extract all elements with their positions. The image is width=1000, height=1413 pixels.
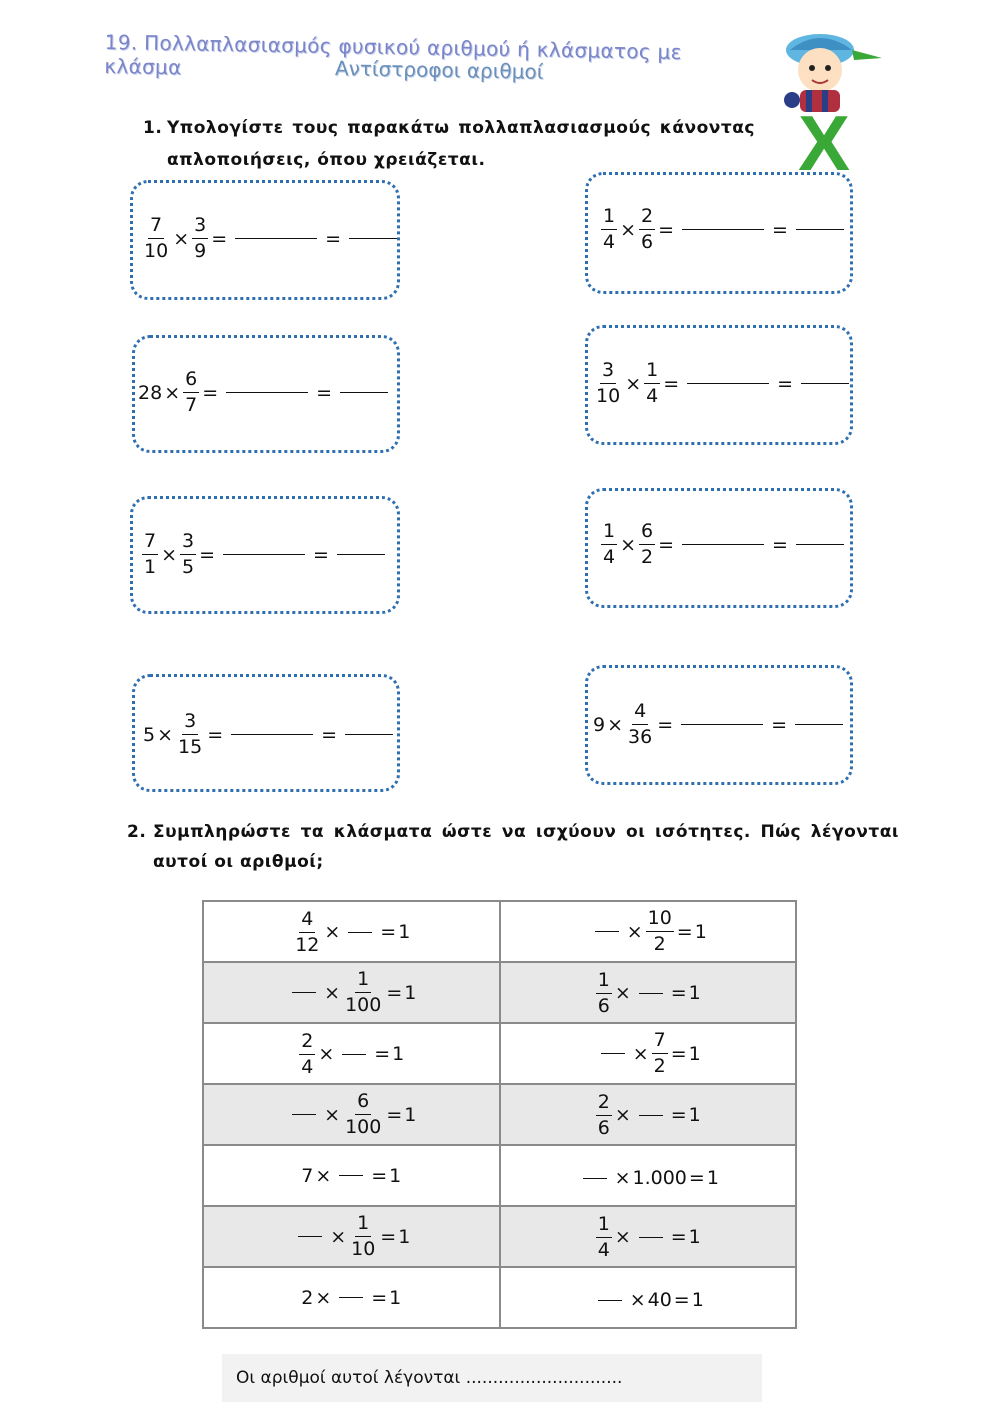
equals-sign: =: [380, 921, 397, 943]
answer-blank[interactable]: [235, 238, 317, 239]
table-cell: [500, 1267, 797, 1328]
answer-blank[interactable]: [337, 554, 385, 555]
table-cell: [500, 901, 797, 962]
exercise-expression: $\frac{1}{4}$ × $\frac{2}{6}$ = =: [600, 206, 850, 253]
table-cell: [203, 1084, 500, 1145]
exercise-expression: $\frac{7}{1}$ × $\frac{3}{5}$ = =: [141, 531, 391, 578]
answer-blank[interactable]: [639, 993, 663, 994]
exercise2-line2: αυτοί οι αριθμοί;: [153, 852, 324, 872]
table-cell: [500, 1145, 797, 1206]
boy-with-cap-icon: [770, 28, 885, 173]
page-title: 19. Πολλαπλασιασμός φυσικού αριθμού ή κλάσματος με κλάσμα: [104, 30, 682, 80]
exercise-expression: 5 × $\frac{3}{15}$ = =: [143, 711, 399, 758]
equals-sign: =: [673, 1289, 690, 1312]
answer-blank[interactable]: [583, 1178, 607, 1179]
equals-sign: =: [371, 1286, 388, 1309]
exercise-expression: $\frac{1}{4}$ × $\frac{6}{2}$ = =: [600, 521, 850, 568]
result-one: 1: [706, 1167, 719, 1190]
answer-blank[interactable]: [639, 1115, 663, 1116]
exercise1-line1: Υπολογίστε τους παρακάτω πολλαπλασιασμούς κάνοντας: [167, 118, 755, 138]
table-row: [203, 1267, 796, 1328]
times-sign: ×: [614, 982, 631, 1004]
answer-blank[interactable]: [601, 1053, 625, 1054]
table-cell: [203, 1145, 500, 1206]
result-one: 1: [688, 982, 701, 1004]
answer-blank[interactable]: [292, 992, 316, 993]
times-sign: ×: [324, 981, 341, 1004]
table-cell: [500, 1023, 797, 1084]
answer-blank[interactable]: [223, 554, 305, 555]
given-fraction: $\frac{1}{4}$: [597, 1212, 610, 1261]
times-sign: ×: [614, 1104, 631, 1126]
times-sign: ×: [614, 1167, 631, 1190]
times-sign: ×: [315, 1164, 332, 1187]
equals-sign: =: [670, 1226, 687, 1248]
given-fraction: $\frac{1}{6}$: [597, 968, 610, 1017]
given-fraction: $\frac{4}{12}$: [295, 907, 320, 956]
given-number: 7: [301, 1164, 314, 1187]
given-number: 2: [301, 1286, 314, 1309]
times-sign: ×: [632, 1042, 649, 1065]
times-sign: ×: [330, 1225, 347, 1248]
exercise1-prompt: [143, 112, 755, 176]
given-fraction: $\frac{1}{10}$: [351, 1212, 376, 1260]
answer-blank[interactable]: [349, 238, 397, 239]
equals-sign: =: [386, 981, 403, 1004]
given-fraction: $\frac{7}{2}$: [653, 1029, 666, 1077]
answer-blank[interactable]: [339, 1175, 363, 1176]
exercise2-prompt: [127, 817, 899, 877]
given-fraction: $\frac{2}{4}$: [301, 1029, 314, 1078]
result-one: 1: [404, 1103, 417, 1126]
table-cell: [500, 962, 797, 1023]
table-cell: [203, 901, 500, 962]
answer-blank[interactable]: [682, 229, 764, 230]
result-one: 1: [694, 920, 707, 943]
answer-blank[interactable]: [595, 931, 619, 932]
answer-footer: Οι αριθμοί αυτοί λέγονται .............................: [222, 1354, 762, 1402]
answer-blank[interactable]: [598, 1300, 622, 1301]
result-one: 1: [691, 1289, 704, 1312]
result-one: 1: [688, 1042, 701, 1065]
equals-sign: =: [676, 920, 693, 943]
answer-blank[interactable]: [340, 392, 388, 393]
result-one: 1: [389, 1164, 402, 1187]
answer-blank[interactable]: [796, 544, 844, 545]
equals-sign: =: [670, 1042, 687, 1065]
times-sign: ×: [315, 1286, 332, 1309]
answer-blank[interactable]: [348, 932, 372, 933]
answer-blank[interactable]: [342, 1054, 366, 1055]
answer-blank[interactable]: [681, 724, 763, 725]
mascot-letter: X: [798, 99, 851, 173]
result-one: 1: [398, 921, 411, 943]
times-sign: ×: [626, 920, 643, 943]
exercise2-number: 2.: [127, 822, 147, 842]
answer-blank[interactable]: [801, 383, 849, 384]
exercise-expression: $\frac{7}{10}$ × $\frac{3}{9}$ = =: [141, 215, 403, 262]
result-one: 1: [398, 1225, 411, 1248]
times-sign: ×: [614, 1226, 631, 1248]
answer-blank[interactable]: [687, 383, 769, 384]
result-one: 1: [392, 1043, 405, 1065]
given-fraction: $\frac{10}{2}$: [647, 907, 672, 955]
exercise1-number: 1.: [143, 118, 163, 138]
exercise-expression: 28 × $\frac{6}{7}$ = =: [138, 369, 394, 416]
given-number: 40: [647, 1289, 672, 1312]
answer-blank[interactable]: [292, 1114, 316, 1115]
page-subtitle: Αντίστροφοι αριθμοί: [334, 56, 544, 84]
result-one: 1: [404, 981, 417, 1004]
table-row: [203, 901, 796, 962]
given-number: 1.000: [632, 1167, 687, 1190]
result-one: 1: [688, 1104, 701, 1126]
given-fraction: $\frac{1}{100}$: [345, 968, 382, 1016]
exercise-expression: 9 × $\frac{4}{36}$ = =: [593, 701, 849, 748]
equals-sign: =: [670, 1104, 687, 1126]
table-row: [203, 962, 796, 1023]
answer-blank[interactable]: [339, 1297, 363, 1298]
answer-blank[interactable]: [795, 724, 843, 725]
exercise2-line1: Συμπληρώστε τα κλάσματα ώστε να ισχύουν οι ισότητες. Πώς λέγονται: [153, 822, 899, 842]
answer-blank[interactable]: [639, 1237, 663, 1238]
times-sign: ×: [629, 1289, 646, 1312]
equals-sign: =: [670, 982, 687, 1004]
times-sign: ×: [324, 1103, 341, 1126]
answer-blank[interactable]: [345, 734, 393, 735]
given-fraction: $\frac{2}{6}$: [597, 1090, 610, 1139]
table-row: [203, 1084, 796, 1145]
equals-sign: =: [688, 1167, 705, 1190]
exercise-expression: $\frac{3}{10}$ × $\frac{1}{4}$ = =: [593, 360, 855, 407]
equals-sign: =: [386, 1103, 403, 1126]
table-row: [203, 1206, 796, 1267]
equals-sign: =: [374, 1043, 391, 1065]
table-row: [203, 1145, 796, 1206]
answer-blank[interactable]: [298, 1236, 322, 1237]
table-cell: [203, 1267, 500, 1328]
result-one: 1: [688, 1226, 701, 1248]
answer-blank[interactable]: [682, 544, 764, 545]
given-fraction: $\frac{6}{100}$: [345, 1090, 382, 1138]
table-cell: [203, 1023, 500, 1084]
table-row: [203, 1023, 796, 1084]
times-sign: ×: [318, 1043, 335, 1065]
answer-blank[interactable]: [796, 229, 844, 230]
exercise1-line2: απλοποιήσεις, όπου χρειάζεται.: [167, 150, 486, 170]
equals-sign: =: [371, 1164, 388, 1187]
reciprocals-table: [202, 900, 797, 1329]
table-cell: [203, 1206, 500, 1267]
result-one: 1: [389, 1286, 402, 1309]
equals-sign: =: [380, 1225, 397, 1248]
times-sign: ×: [324, 921, 341, 943]
table-cell: [500, 1084, 797, 1145]
table-cell: [203, 962, 500, 1023]
answer-blank[interactable]: [231, 734, 313, 735]
answer-blank[interactable]: [226, 392, 308, 393]
table-cell: [500, 1206, 797, 1267]
